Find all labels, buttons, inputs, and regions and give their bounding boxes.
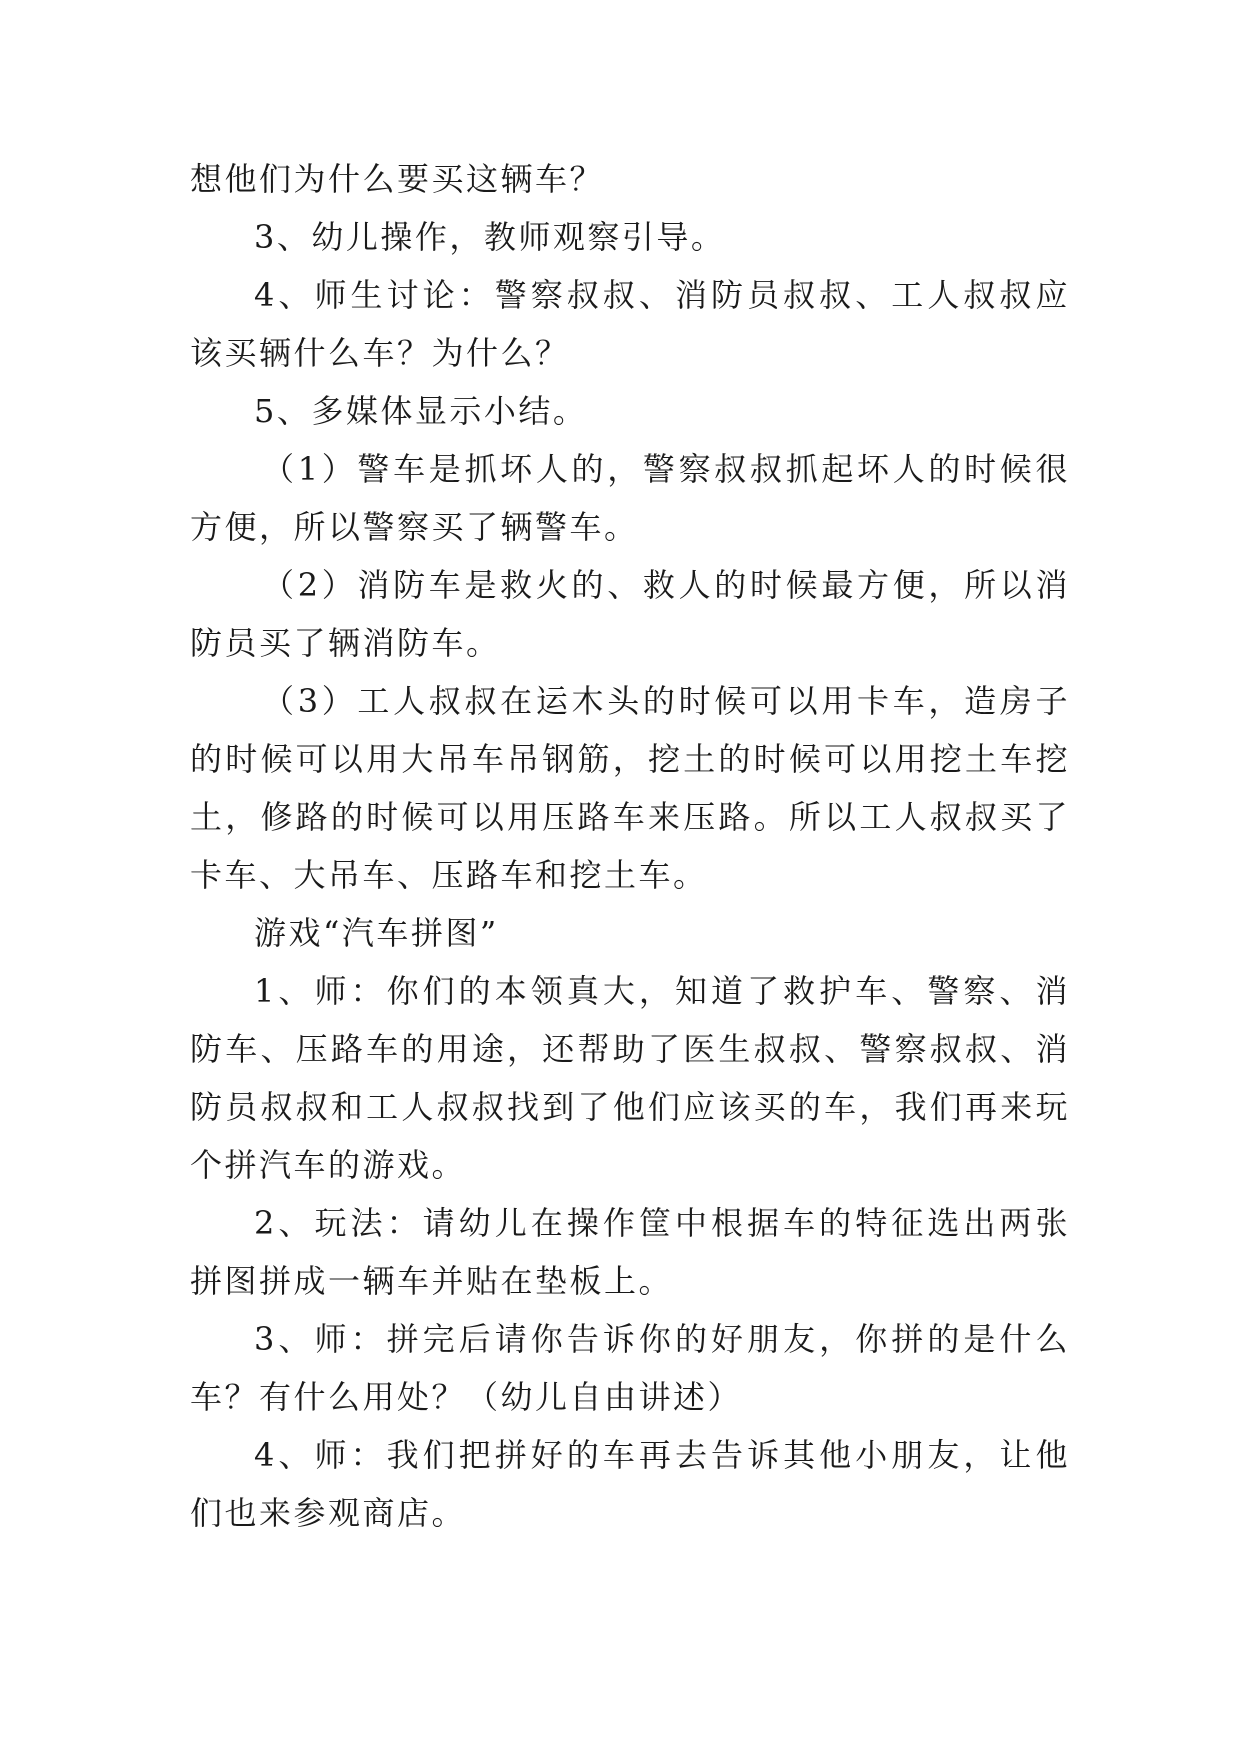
paragraph: （1）警车是抓坏人的，警察叔叔抓起坏人的时候很方便，所以警察买了辆警车。 — [190, 450, 1070, 546]
section-heading: 游戏“汽车拼图” — [254, 914, 499, 952]
paragraph: 3、幼儿操作，教师观察引导。 — [254, 218, 726, 256]
paragraph: 想他们为什么要买这辆车？ — [190, 160, 605, 198]
document-body — [190, 150, 1070, 1542]
paragraph: 4、师：我们把拼好的车再去告诉其他小朋友，让他们也来参观商店。 — [190, 1436, 1070, 1532]
paragraph: 3、师：拼完后请你告诉你的好朋友，你拼的是什么车？有什么用处？（幼儿自由讲述） — [190, 1320, 1070, 1416]
paragraph: 1、师：你们的本领真大，知道了救护车、警察、消防车、压路车的用途，还帮助了医生叔叔、警察叔叔、消防员叔叔和工人叔叔找到了他们应该买的车，我们再来玩个拼汽车的游戏。 — [190, 972, 1070, 1184]
paragraph: 2、玩法：请幼儿在操作筐中根据车的特征选出两张拼图拼成一辆车并贴在垫板上。 — [190, 1204, 1070, 1300]
paragraph: 4、师生讨论：警察叔叔、消防员叔叔、工人叔叔应该买辆什么车？为什么？ — [190, 276, 1070, 372]
paragraph: 5、多媒体显示小结。 — [254, 392, 588, 430]
paragraph: （3）工人叔叔在运木头的时候可以用卡车，造房子的时候可以用大吊车吊钢筋，挖土的时候可以用挖土车挖土，修路的时候可以用压路车来压路。所以工人叔叔买了卡车、大吊车、压路车和挖土车。 — [190, 682, 1070, 894]
paragraph: （2）消防车是救火的、救人的时候最方便，所以消防员买了辆消防车。 — [190, 566, 1070, 662]
